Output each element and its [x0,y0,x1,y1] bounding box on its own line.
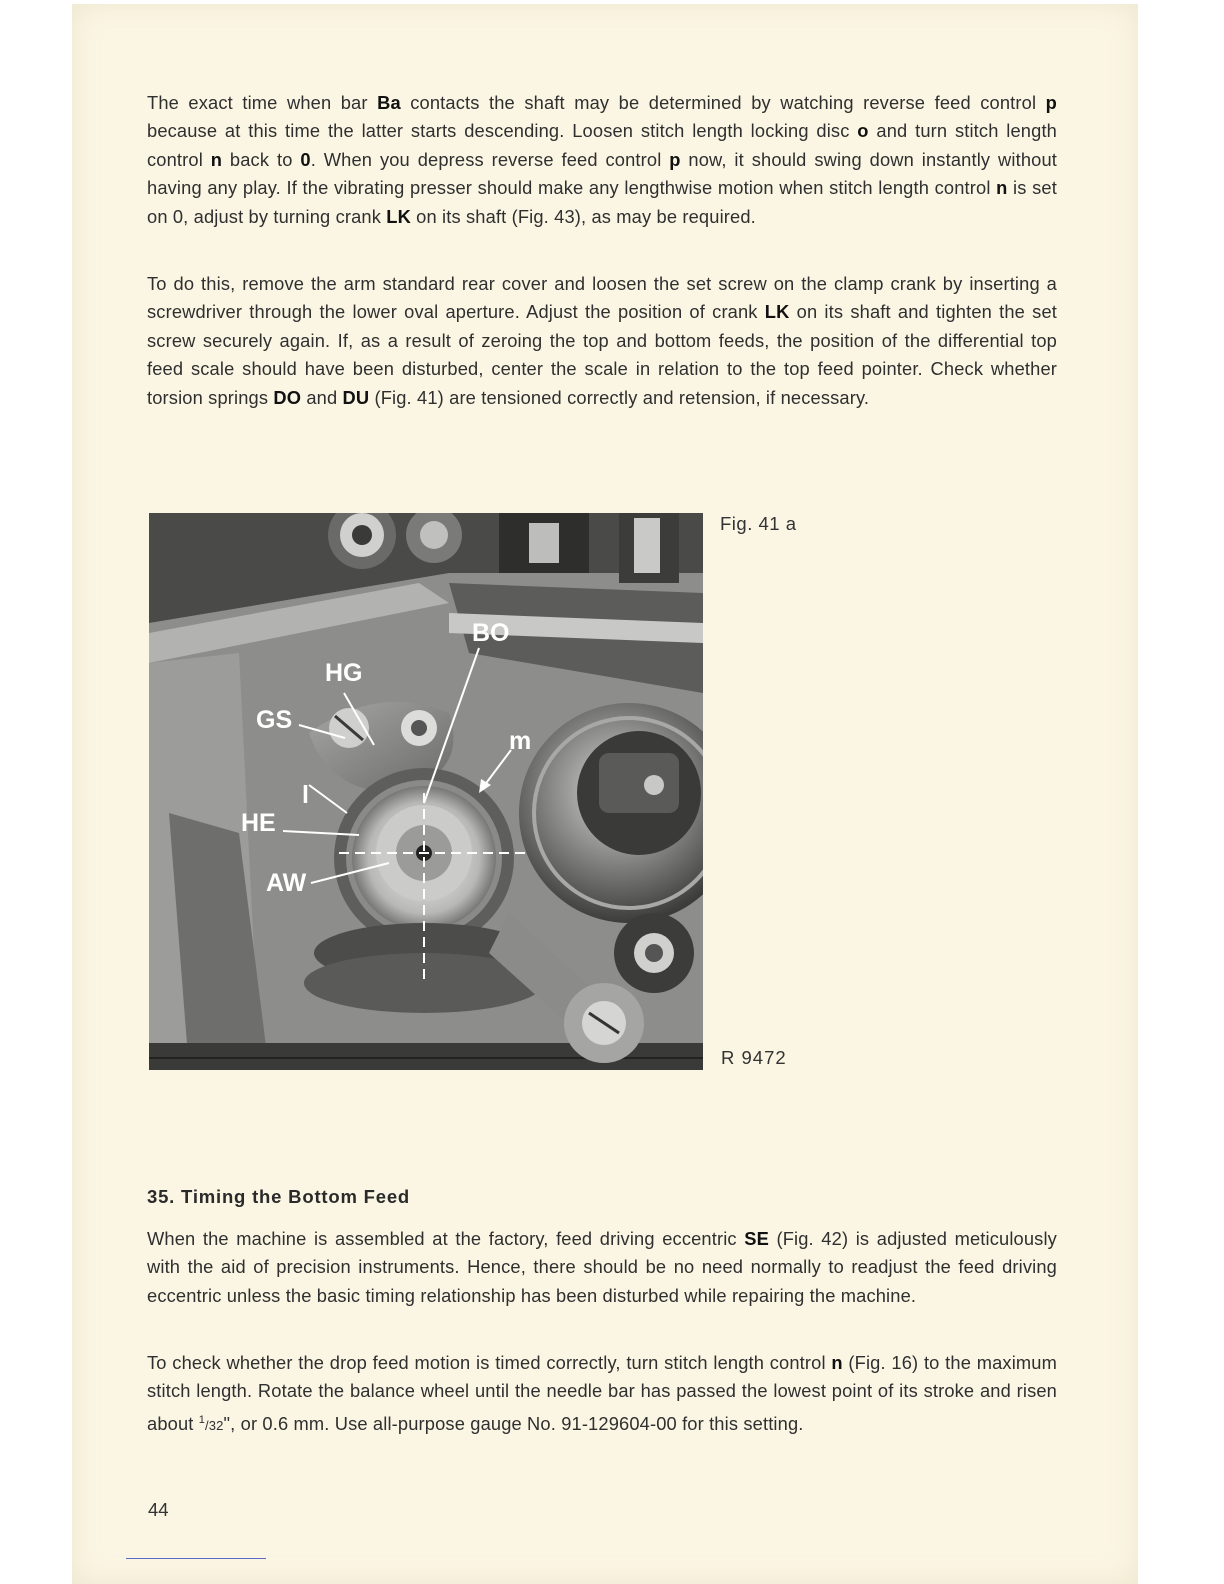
section-heading: 35. Timing the Bottom Feed [147,1186,411,1207]
label-bo: BO [472,619,510,647]
intro-paragraph: The exact time when bar Ba contacts the shaft may be determined by watching reverse feed control p because at this time the latter starts descending. Loosen stitch length locking disc o and turn stitch length control n back to 0. When you depress reverse feed control p now, it should swing down instantly without having any play. If the vibrating presser should make any lengthwise motion when stitch length control n is set on 0, adjust by turning crank LK on its shaft (Fig. 43), as may be required. [147,92,1057,227]
figure-caption: Fig. 41 a [720,513,797,534]
figure-photo-mechanism [149,513,703,1070]
section-paragraph-1: When the machine is assembled at the factory, feed driving eccentric SE (Fig. 42) is adjusted meticulously with the aid of precision instruments. Hence, there should be no need normally to readjust the feed driving eccentric unless the basic timing relationship has been disturbed while repairing the machine. [147,1228,1057,1306]
label-hg: HG [325,659,363,687]
label-aw: AW [266,869,307,897]
label-he: HE [241,809,276,837]
section-paragraph-2: To check whether the drop feed motion is timed correctly, turn stitch length control n (Fig. 16) to the maximum stitch length. Rotate the balance wheel until the needle bar has passed the lowest point of its stroke and risen about $^1$/32", or 0.6 mm. Use all-purpose gauge No. 91-129604-00 for this setting. [147,1352,1058,1434]
figure-reference: R 9472 [721,1047,787,1068]
label-gs: GS [256,706,293,734]
label-l: l [302,781,309,809]
page-number: 44 [148,1499,169,1520]
label-m: m [509,727,532,755]
adjustment-paragraph: To do this, remove the arm standard rear cover and loosen the set screw on the clamp crank by inserting a screwdriver through the lower oval aperture. Adjust the position of crank LK on its shaft and tighten the set screw securely again. If, as a result of zeroing the top and bottom feeds, the position of the differential top feed scale should have been disturbed, center the scale in relation to the top feed pointer. Check whether torsion springs DO and DU (Fig. 41) are tensioned correctly and retension, if necessary. [147,273,1057,408]
footer-rule [126,1558,266,1559]
